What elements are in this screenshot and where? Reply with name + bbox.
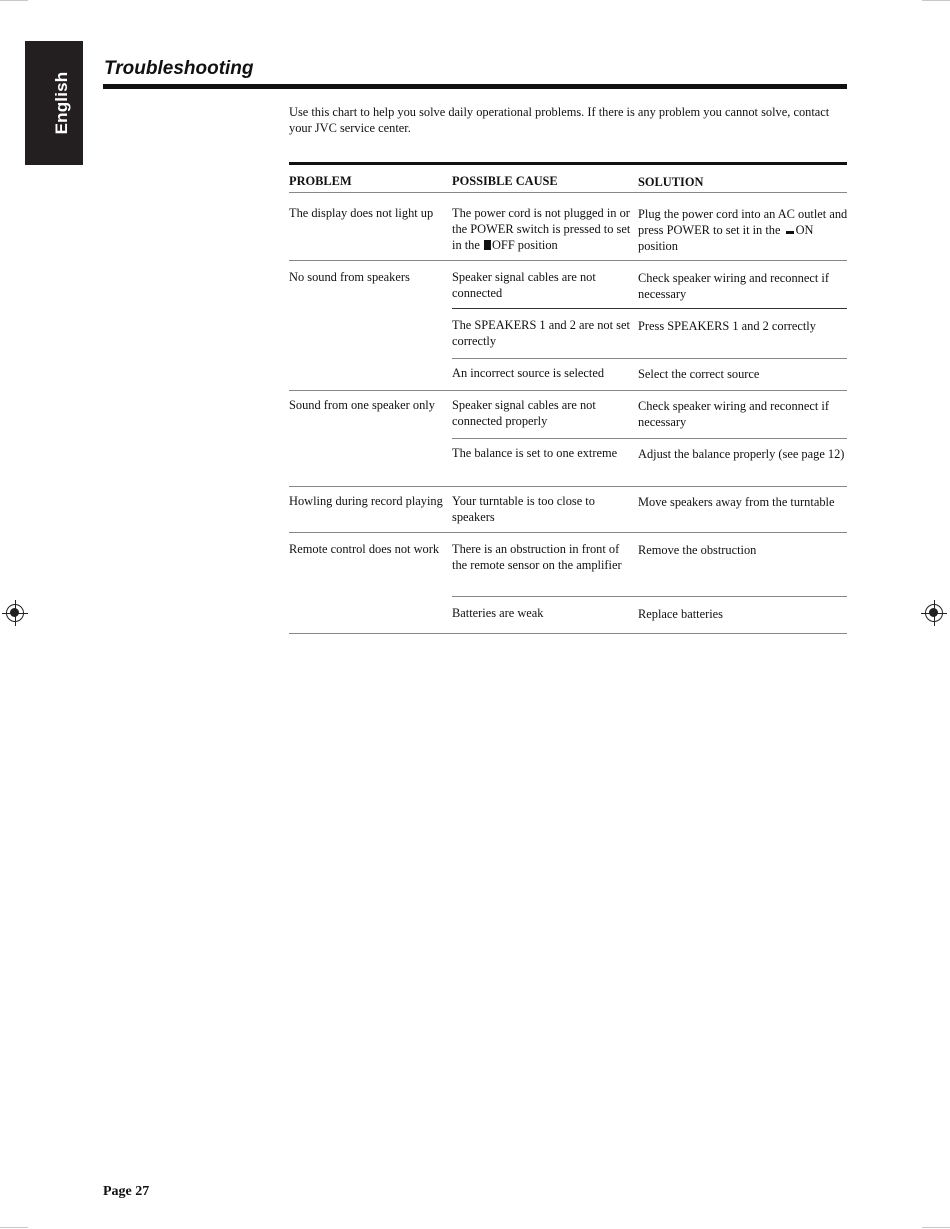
registration-mark-icon xyxy=(925,604,943,622)
solution-cell: Select the correct source xyxy=(638,367,760,381)
problem-cell: Howling during record playing xyxy=(289,494,443,508)
table-rule xyxy=(289,486,847,487)
table-rule xyxy=(452,596,847,597)
switch-off-icon xyxy=(484,240,491,250)
table-rule xyxy=(289,390,847,391)
cause-text: OFF position xyxy=(491,238,558,252)
solution-cell: Press SPEAKERS 1 and 2 correctly xyxy=(638,319,816,333)
solution-cell: Check speaker wiring and reconnect if necessary xyxy=(638,271,829,301)
table-rule xyxy=(452,438,847,439)
crop-mark xyxy=(922,0,950,1)
table-rule xyxy=(289,633,847,634)
table-rule xyxy=(452,358,847,359)
table-rule xyxy=(289,192,847,193)
solution-text: Plug the power cord into an AC outlet and press POWER to set it in the xyxy=(638,207,848,237)
crop-mark xyxy=(922,1227,950,1228)
table-rule xyxy=(289,260,847,261)
cause-cell: Speaker signal cables are not connected properly xyxy=(452,398,596,428)
solution-cell: Adjust the balance properly (see page 12) xyxy=(638,447,845,461)
title-rule xyxy=(103,84,847,89)
table-rule xyxy=(289,532,847,533)
problem-cell: Sound from one speaker only xyxy=(289,398,435,412)
cause-cell: The balance is set to one extreme xyxy=(452,446,618,460)
cause-cell: Speaker signal cables are not connected xyxy=(452,270,596,300)
table-rule xyxy=(452,308,847,309)
crop-mark xyxy=(0,0,28,1)
registration-mark-icon xyxy=(6,604,24,622)
page-title: Troubleshooting xyxy=(104,58,254,79)
solution-cell: Check speaker wiring and reconnect if necessary xyxy=(638,399,829,429)
page-number: Page 27 xyxy=(103,1184,150,1199)
column-header-solution: SOLUTION xyxy=(638,175,704,189)
cause-cell: Your turntable is too close to speakers xyxy=(452,494,595,524)
column-header-cause: POSSIBLE CAUSE xyxy=(452,174,558,188)
problem-cell: Remote control does not work xyxy=(289,542,440,556)
solution-cell xyxy=(638,206,850,254)
solution-text: ON position xyxy=(638,223,814,253)
solution-cell: Move speakers away from the turntable xyxy=(638,495,835,509)
problem-cell: The display does not light up xyxy=(289,206,434,220)
table-top-rule xyxy=(289,162,847,165)
switch-on-icon xyxy=(786,231,794,234)
language-tab-label: English xyxy=(52,71,71,135)
column-header-problem: PROBLEM xyxy=(289,174,352,188)
crop-mark xyxy=(0,1227,28,1228)
cause-cell: Batteries are weak xyxy=(452,606,544,620)
solution-cell: Remove the obstruction xyxy=(638,543,757,557)
problem-cell: No sound from speakers xyxy=(289,270,410,284)
intro-paragraph: Use this chart to help you solve daily operational problems. If there is any problem you cannot solve, contact your JVC service center. xyxy=(289,105,830,135)
solution-cell: Replace batteries xyxy=(638,607,723,621)
cause-cell: An incorrect source is selected xyxy=(452,366,605,380)
cause-text: The power cord is not plugged in or the POWER switch is pressed to set in the xyxy=(452,206,631,252)
cause-cell: There is an obstruction in front of the remote sensor on the amplifier xyxy=(452,542,622,572)
cause-cell xyxy=(452,205,634,253)
cause-cell: The SPEAKERS 1 and 2 are not set correctly xyxy=(452,318,630,348)
